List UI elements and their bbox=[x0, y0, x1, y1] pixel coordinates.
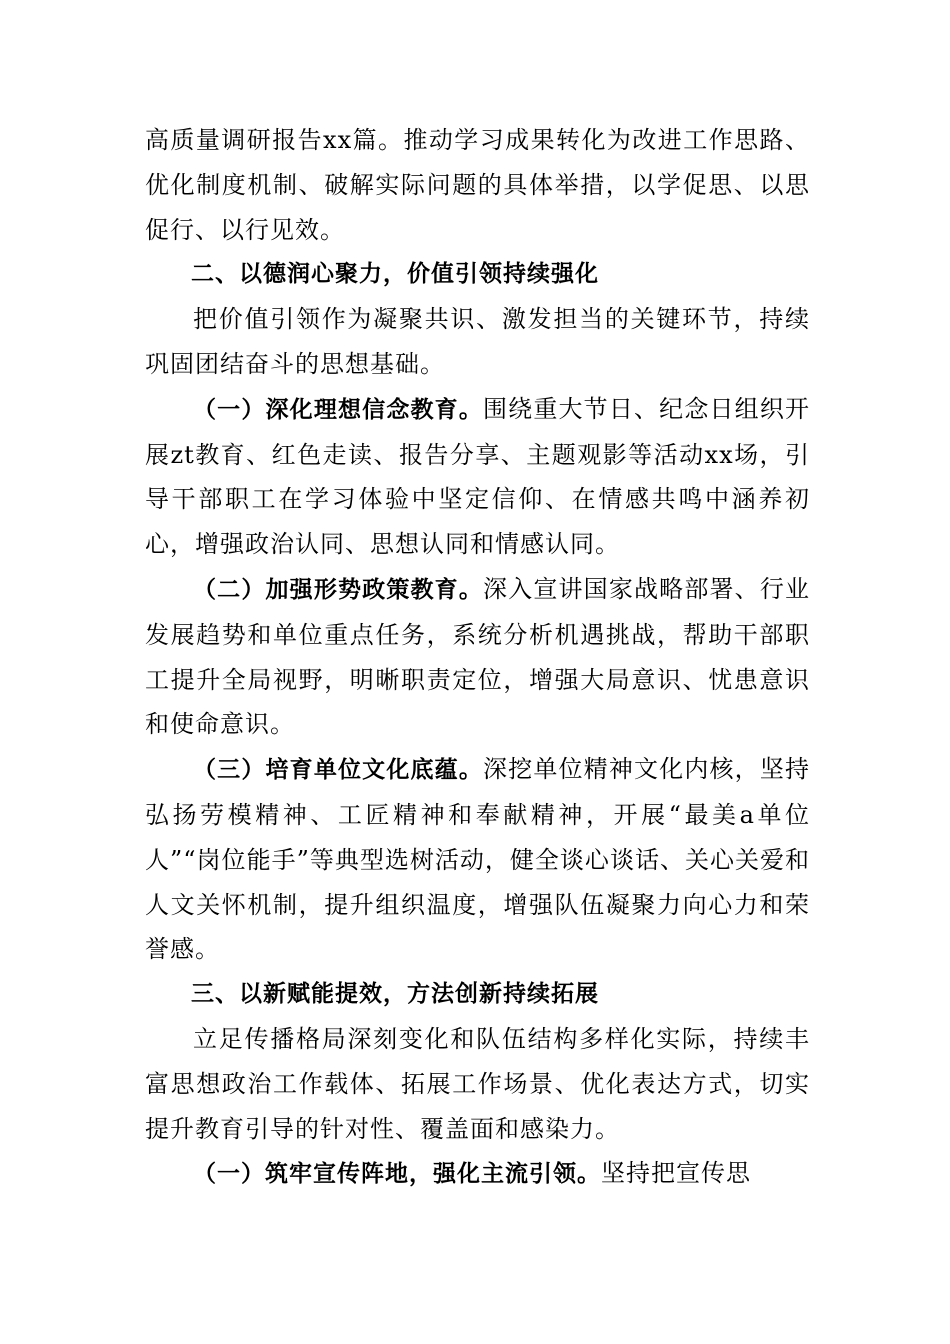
paragraph-continuation: 高质量调研报告xx篇。推动学习成果转化为改进工作思路、优化制度机制、破解实际问题的具体举措，以学促思、以思促行、以行见效。 bbox=[145, 126, 810, 244]
section-2-item-3 bbox=[145, 747, 810, 972]
section-2-item-3-body: 深挖单位精神文化内核，坚持弘扬劳模精神、工匠精神和奉献精神，开展“最美a单位人”“岗位能手”等典型选树活动，健全谈心谈话、关心关爱和人文关怀机制，提升组织温度，增强队伍凝聚力向心力和荣誉感。 bbox=[145, 755, 810, 964]
section-3-item-1 bbox=[145, 1151, 810, 1197]
section-2-item-1 bbox=[145, 387, 810, 567]
section-2-item-1-lead: （一）深化理想信念教育。 bbox=[193, 396, 483, 423]
section-2-heading: 二、以德润心聚力，价值引领持续强化 bbox=[191, 261, 599, 288]
document-body bbox=[145, 118, 810, 1197]
section-3-intro: 立足传播格局深刻变化和队伍结构多样化实际，持续丰富思想政治工作载体、拓展工作场景、优化表达方式，切实提升教育引导的针对性、覆盖面和感染力。 bbox=[145, 1024, 810, 1143]
section-2-intro: 把价值引领作为凝聚共识、激发担当的关键环节，持续巩固团结奋斗的思想基础。 bbox=[145, 305, 810, 378]
section-3-item-1-body: 坚持把宣传思 bbox=[601, 1159, 751, 1188]
section-3-heading: 三、以新赋能提效，方法创新持续拓展 bbox=[191, 981, 599, 1008]
section-2-item-3-lead: （三）培育单位文化底蕴。 bbox=[193, 757, 483, 784]
section-2-item-2 bbox=[145, 567, 810, 747]
section-2-item-1-body: 围绕重大节日、纪念日组织开展zt教育、红色走读、报告分享、主题观影等活动xx场，引导干部职工在学习体验中坚定信仰、在情感共鸣中涵养初心，增强政治认同、思想认同和情感认同。 bbox=[145, 394, 810, 559]
section-3-item-1-lead: （一）筑牢宣传阵地，强化主流引领。 bbox=[193, 1161, 601, 1188]
section-2-item-2-lead: （二）加强形势政策教育。 bbox=[193, 576, 483, 603]
section-2-item-2-body: 深入宣讲国家战略部署、行业发展趋势和单位重点任务，系统分析机遇挑战，帮助干部职工提升全局视野，明晰职责定位，增强大局意识、忧患意识和使命意识。 bbox=[145, 574, 810, 739]
